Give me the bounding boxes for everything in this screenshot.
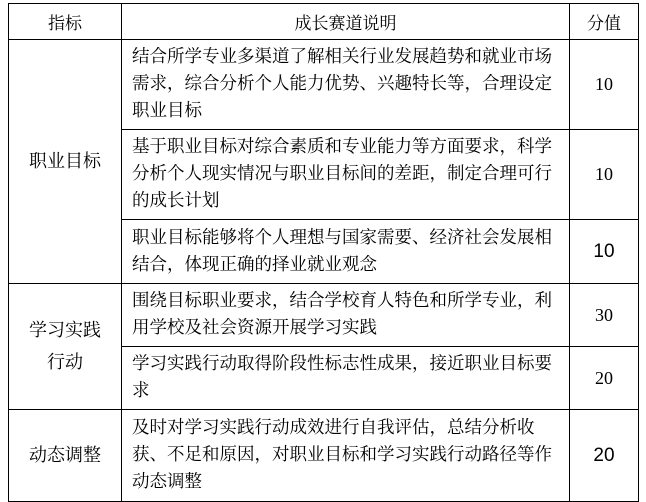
header-score: 分值: [570, 4, 639, 40]
row-score: 10: [570, 130, 639, 220]
row-description: 及时对学习实践行动成效进行自我评估，总结分析收获、不足和原因，对职业目标和学习实践行动路径等作动态调整: [122, 410, 570, 502]
scoring-table: [8, 3, 639, 502]
row-score: 10: [570, 220, 639, 284]
table-row: [9, 40, 639, 130]
table-row: [9, 410, 639, 502]
header-indicator: 指标: [9, 4, 122, 40]
scoring-table-container: [8, 3, 639, 502]
row-score: 20: [570, 410, 639, 502]
row-score: 10: [570, 40, 639, 130]
header-description: 成长赛道说明: [122, 4, 570, 40]
row-score: 20: [570, 347, 639, 410]
row-description: 学习实践行动取得阶段性标志性成果，接近职业目标要求: [122, 347, 570, 410]
table-row: [9, 284, 639, 347]
indicator-study-practice: [9, 284, 122, 410]
table-header-row: [9, 4, 639, 40]
row-description: 职业目标能够将个人理想与国家需要、经济社会发展相结合，体现正确的择业就业观念: [122, 220, 570, 284]
indicator-line: 行动: [47, 351, 83, 373]
row-description: 围绕目标职业要求，结合学校育人特色和所学专业，利用学校及社会资源开展学习实践: [122, 284, 570, 347]
indicator-dynamic-adjust: 动态调整: [9, 410, 122, 502]
row-description: 结合所学专业多渠道了解相关行业发展趋势和就业市场需求，综合分析个人能力优势、兴趣特长等，合理设定职业目标: [122, 40, 570, 130]
indicator-career-goal: 职业目标: [9, 40, 122, 284]
row-score: 30: [570, 284, 639, 347]
indicator-line: 学习实践: [29, 319, 101, 341]
row-description: 基于职业目标对综合素质和专业能力等方面要求，科学分析个人现实情况与职业目标间的差距，制定合理可行的成长计划: [122, 130, 570, 220]
